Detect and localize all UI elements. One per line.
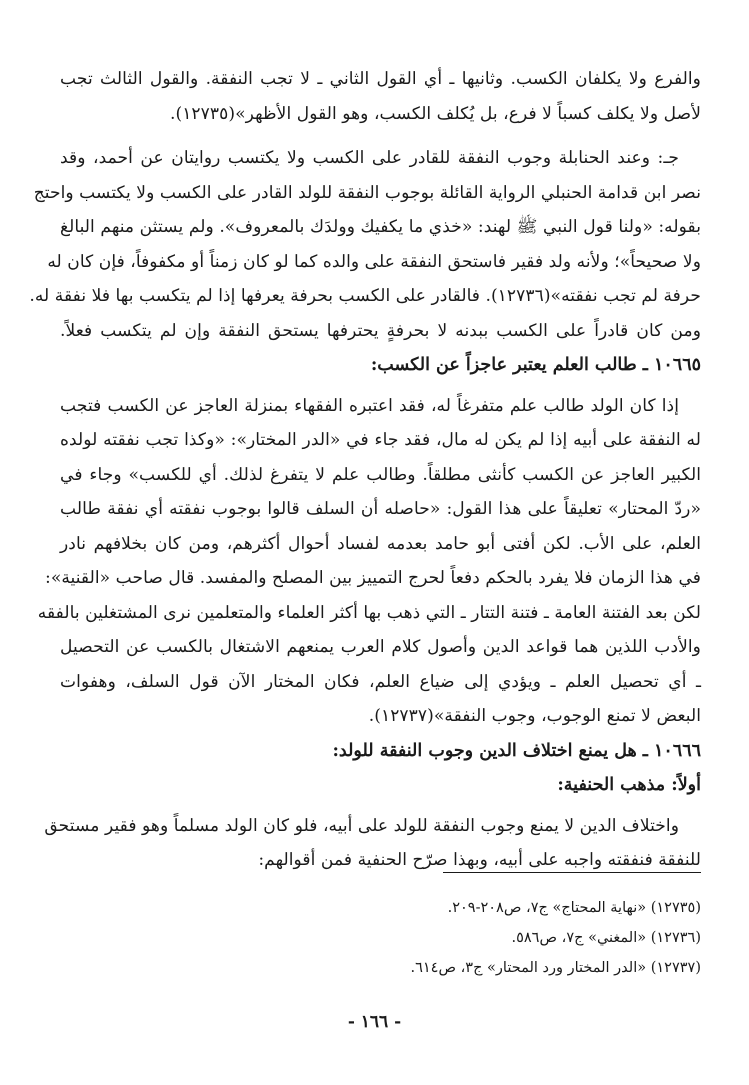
text-line: له النفقة على أبيه إذا لم يكن له مال، فقد جاء في «الدر المختار»: «وكذا تجب نفقته لولده — [60, 430, 701, 450]
page-number: - ١٦٦ - — [347, 1012, 402, 1032]
paragraph-4 — [44, 809, 701, 878]
text-line: جـ: وعند الحنابلة وجوب النفقة للقادر على الكسب ولا يكتسب روايتان عن أحمد، وقد — [60, 148, 679, 168]
text-line: الكبير العاجز عن الكسب كأنثى مطلقاً. وطالب علم لا يتفرغ لذلك. أي للكسب» وجاء في — [60, 464, 701, 485]
text-line: واختلاف الدين لا يمنع وجوب النفقة للولد على أبيه، فلو كان الولد مسلماً وهو فقير مستحق — [44, 815, 679, 836]
footnote: (١٢٧٣٧) «الدر المختار ورد المحتار» ج٣، ص٦١٤. — [410, 960, 701, 976]
text-line: ولا صحيحاً»؛ ولأنه ولد فقير فاستحق النفقة على والده كما لو كان زمناً أو مكفوفاً، فإن كان له — [47, 251, 701, 272]
footnote: (١٢٧٣٥) «نهاية المحتاج» ج٧، ص٢٠٨-٢٠٩. — [447, 900, 701, 916]
text-line: العلم، على الأب. لكن أفتى أبو حامد بعدمه لفساد أحوال أكثرهم، ومن كان بخلافهم نادر — [60, 533, 701, 554]
text-line: في هذا الزمان فلا يفرد بالحكم دفعاً لحرج التمييز بين المصلح والمفسد. قال صاحب «القنية»: — [45, 568, 701, 588]
footnote: (١٢٧٣٦) «المغني» ج٧، ص٥٨٦. — [511, 930, 701, 946]
text-line: والفرع ولا يكلفان الكسب. وثانيها ـ أي القول الثاني ـ لا تجب النفقة. والقول الثالث تجب — [60, 69, 701, 89]
text-line: «ردّ المحتار» تعليقاً على هذا القول: «حاصله أن السلف قالوا بوجوب نفقته أي نفقة طالب — [60, 499, 701, 519]
text-line: نصر ابن قدامة الحنبلي الرواية القائلة بوجوب النفقة للولد القادر على الكسب ولا يكتسب واحتج — [33, 182, 701, 203]
section-heading-10665 — [60, 348, 701, 383]
text-line: لكن بعد الفتنة العامة ـ فتنة التتار ـ التي ذهب بها أكثر العلماء والمتعلمين نرى المشتغلين بالفقه — [37, 602, 701, 623]
text-line: للنفقة فنفقته واجبه على أبيه، وبهذا صرّح الحنفية فمن أقوالهم: — [258, 850, 701, 870]
section-heading: ١٠٦٦٦ ـ هل يمنع اختلاف الدين وجوب النفقة للولد: — [332, 740, 701, 761]
text-line: لأصل ولا يكلف كسباً لا فرع، بل يُكلف الكسب، وهو القول الأظهر»(١٢٧٣٥). — [170, 103, 701, 124]
section-heading: ١٠٦٦٥ ـ طالب العلم يعتبر عاجزاً عن الكسب: — [370, 355, 701, 375]
footnote-divider — [443, 872, 701, 873]
text-line: البعض لا تمنع الوجوب، وجوب النفقة»(١٢٧٣٧). — [368, 706, 701, 726]
paragraph-2 — [29, 141, 701, 348]
text-line: ومن كان قادراً على الكسب ببدنه لا بحرفةٍ يحترفها يستحق النفقة وإن لم يتكسب فعلاً. — [60, 320, 701, 341]
paragraph-1 — [60, 62, 701, 131]
subsection-heading: أولاً: مذهب الحنفية: — [557, 775, 701, 795]
text-line: والأدب اللذين هما قواعد الدين وأصول كلام العرب يمنعهم الاشتغال بالكسب عن التحصيل — [60, 637, 701, 657]
paragraph-3 — [37, 389, 701, 734]
section-heading-10666 — [60, 734, 701, 803]
text-line: إذا كان الولد طالب علم متفرغاً له، فقد اعتبره الفقهاء بمنزلة العاجز عن الكسب فتجب — [60, 395, 679, 416]
text-line: ـ أي تحصيل العلم ـ ويؤدي إلى ضياع العلم، فكان المختار الآن قول السلف، وهفوات — [60, 671, 701, 692]
text-line: بقوله: «ولنا قول النبي ﷺ لهند: «خذي ما يكفيك وولدَك بالمعروف». ولم يستثن منهم البالغ — [60, 217, 701, 237]
text-line: حرفة لم تجب نفقته»(١٢٧٣٦). فالقادر على الكسب بحرفة يعرفها إذا لم يتكسب بها فلا نفقة له. — [29, 286, 701, 306]
footnotes — [60, 893, 701, 983]
